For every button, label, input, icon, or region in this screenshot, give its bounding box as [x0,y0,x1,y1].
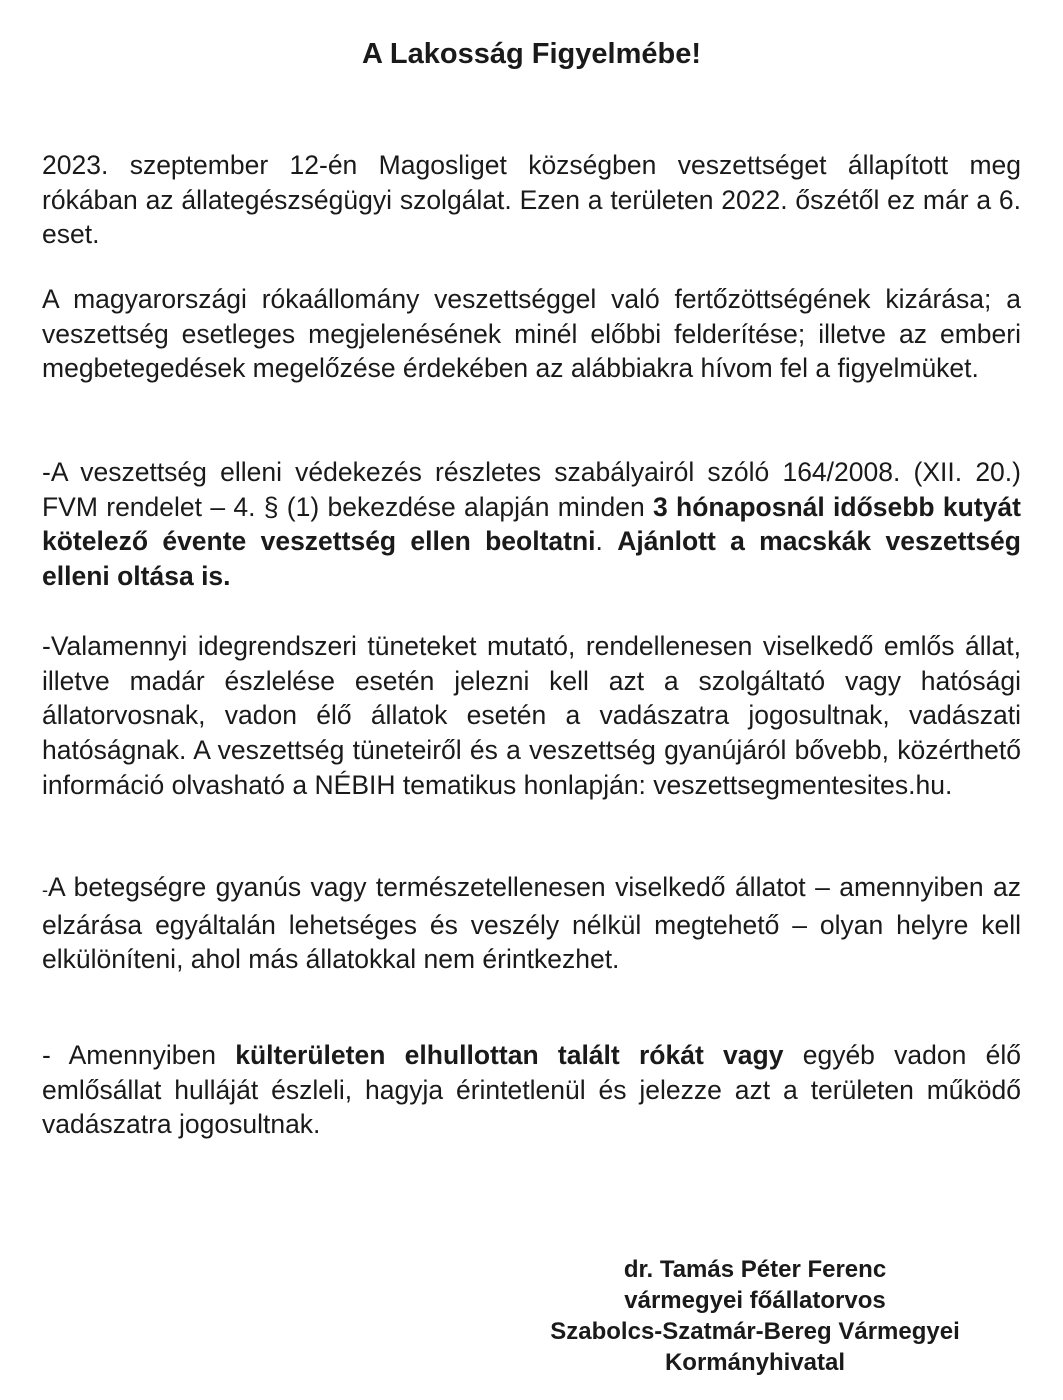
vaccination-rule-text: -A veszettség elleni védekezés részletes szabályairól szóló 164/2008. (XII. 20.) FVM rendelet – 4. § (1) bekezdése alapján minden [42,457,1021,522]
isolation-dash: - [42,880,48,900]
notice-title: A Lakosság Figyelmébe! [362,38,701,70]
dead-fox-text: egyéb vadon élő emlősállat hulláját észleli, hagyja érintetlenül és jelezze azt a területen működő vadászatra jogosultnak. [42,1040,1021,1140]
dead-fox-intro: - Amennyiben [42,1040,236,1070]
paragraph-dead-fox [42,1038,1021,1142]
vaccination-separator: . [595,526,618,557]
paragraph-purpose: A magyarországi rókaállomány veszettséggel való fertőzöttségének kizárása; a veszettség esetleges megjelenésének minél előbbi felderítése; illetve az emberi megbetegedések megelőzése érdekében az alábbiakra hívom fel a figyelmüket. [42,284,1021,384]
paragraph-rabies-case: 2023. szeptember 12-én Magosliget községben veszettséget állapított meg rókában az állategészségügyi szolgálat. Ezen a területen 2022. őszétől ez már a 6. eset. [42,150,1021,250]
vaccination-requirement-bold: 3 hónaposnál idősebb kutyát kötelező évente veszettség ellen beoltatni [42,491,1021,557]
cat-vaccination-recommendation-bold: Ajánlott a macskák veszettség elleni oltása is. [42,526,1021,592]
signature-position: vármegyei főállatorvos [624,1287,886,1314]
signature-name: dr. Tamás Péter Ferenc [623,1256,887,1283]
signature-county: Szabolcs-Szatmár-Bereg Vármegyei [550,1318,960,1345]
paragraph-isolation [42,870,1021,977]
paragraph-vaccination-rule [42,455,1021,594]
signature-office: Kormányhivatal [664,1349,846,1376]
signature-block [500,1254,1010,1378]
dead-fox-bold: külterületen elhullottan talált rókát vagy [235,1040,784,1070]
isolation-text: A betegségre gyanús vagy természetellenesen viselkedő állatot – amennyiben az elzárása egyáltalán lehetséges és veszély nélkül megtehető – olyan helyre kell elkülöníteni, ahol más állatokkal nem érintkezhet. [42,872,1021,975]
paragraph-reporting-symptoms: -Valamennyi idegrendszeri tüneteket mutató, rendellenesen viselkedő emlős állat, illetve madár észlelése esetén jelezni kell azt a szolgáltató vagy hatósági állatorvosnak, vadon élő állatok esetén a vadászatra jogosultnak, vadászati hatóságnak. A veszettség tüneteiről és a veszettség gyanújáról bővebb, közérthető információ olvasható a NÉBIH tematikus honlapján: veszettsegmentesites.hu. [42,631,1021,800]
